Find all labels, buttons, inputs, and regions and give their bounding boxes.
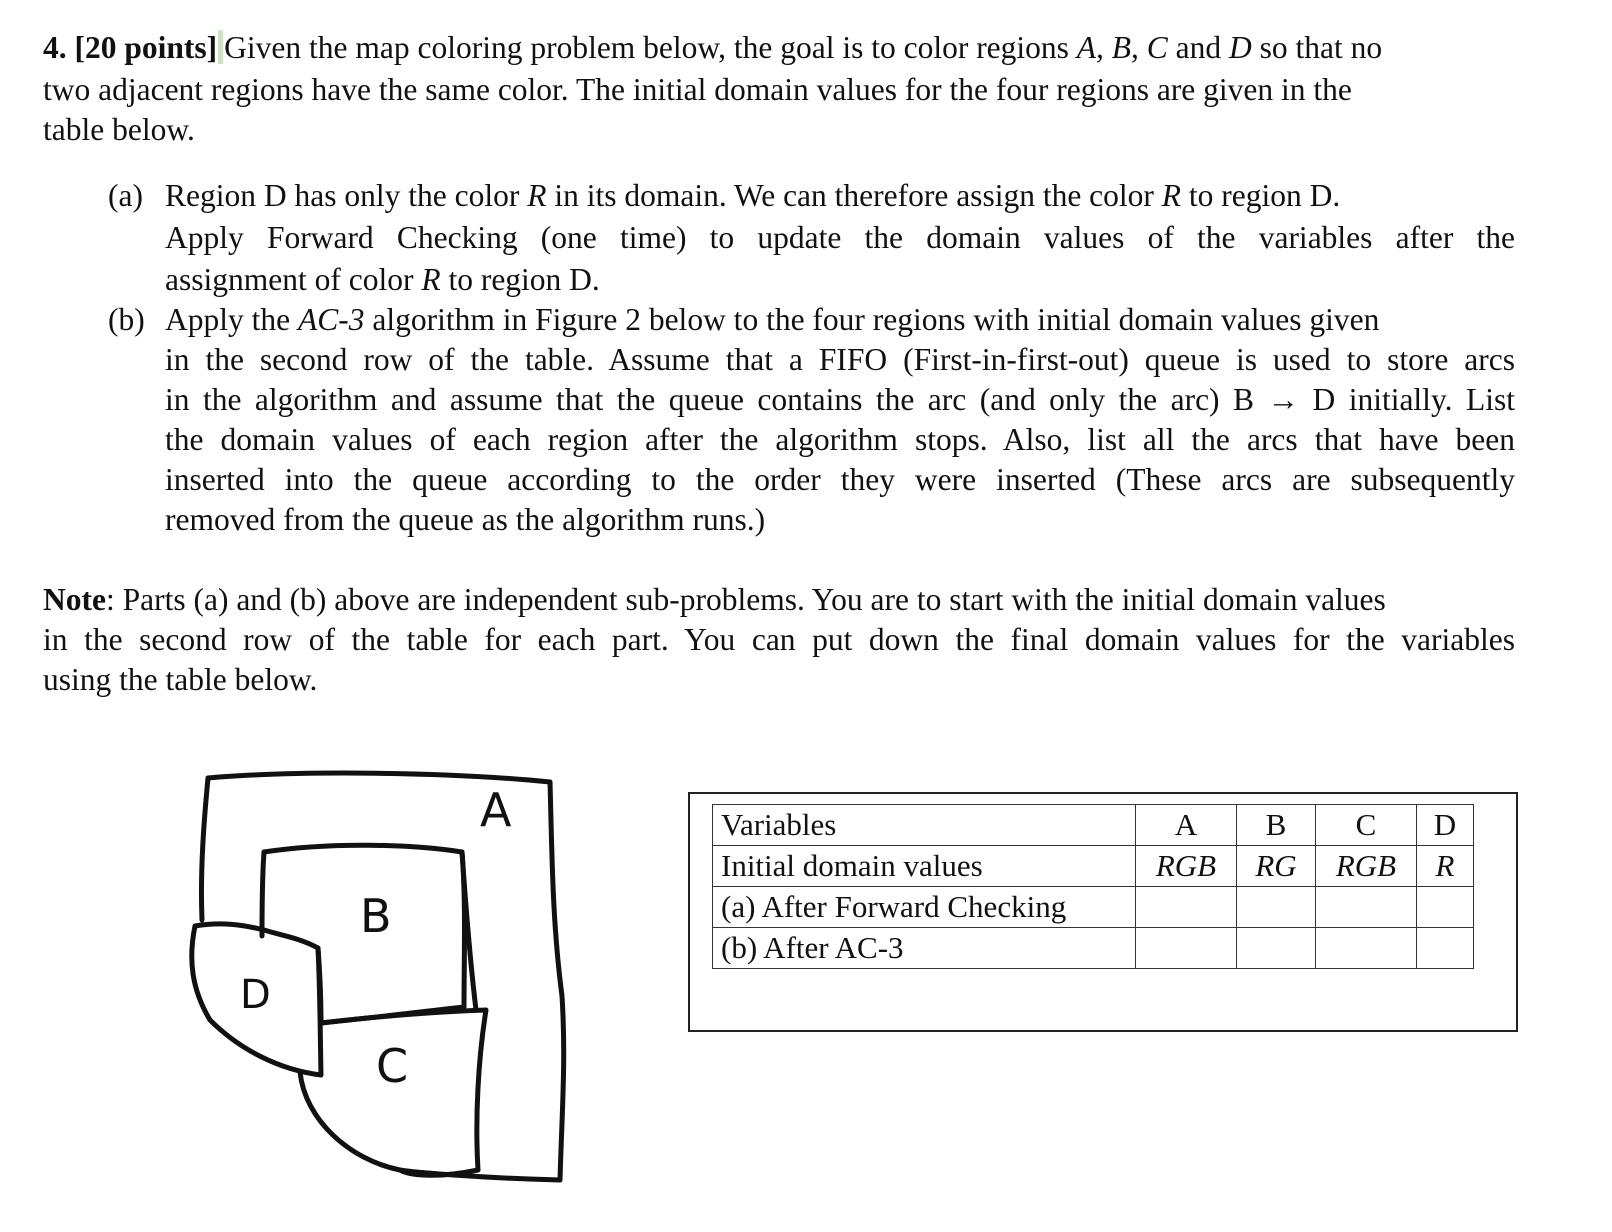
part-a-text: to region D.: [1181, 178, 1341, 213]
part-a-color-r: R: [421, 262, 441, 297]
region-a-left-edge: [201, 778, 208, 920]
part-a-text: to region D.: [440, 262, 600, 297]
intro-regions: A, B, C: [1076, 30, 1168, 65]
part-a-line-3: [165, 260, 600, 300]
note-line-2: in the second row of the table for each part. You can put down the final domain values for the variables: [43, 622, 1515, 657]
question-line-2: two adjacent regions have the same color. The initial domain values for the four regions are given in the: [43, 72, 1352, 107]
map-label-b: B: [360, 889, 392, 943]
map-label-d: D: [240, 972, 271, 1018]
part-a-color-r: R: [1161, 178, 1182, 213]
part-a-line-2: Apply Forward Checking (one time) to update the domain values of the variables after the: [165, 220, 1515, 255]
cell-b-value: RG: [1255, 848, 1297, 883]
question-line-1: [43, 28, 1382, 68]
part-b-label: (b): [108, 302, 145, 337]
region-b-left-edge: [262, 852, 264, 936]
map-label-c: C: [376, 1039, 409, 1093]
cell-a-value: RGB: [1155, 848, 1217, 883]
intro-text-a: Given the map coloring problem below, the goal is to color regions: [224, 30, 1077, 65]
part-b-algorithm: AC-3: [297, 302, 365, 337]
cell-b[interactable]: [1237, 928, 1316, 969]
part-b-text: Apply the: [165, 302, 298, 337]
cell-d-value: R: [1435, 848, 1455, 883]
part-a-text: assignment of color: [165, 262, 422, 297]
note-line-1: [43, 580, 1386, 620]
question-number: 4.: [43, 30, 67, 65]
header-b: B: [1237, 805, 1316, 846]
intro-text-c: so that no: [1251, 30, 1383, 65]
cell-b[interactable]: [1237, 887, 1316, 928]
part-a-color-r: R: [527, 178, 547, 213]
cell-c: [1316, 846, 1417, 887]
header-d: D: [1417, 805, 1474, 846]
cell-c-value: RGB: [1335, 848, 1397, 883]
header-variables: Variables: [713, 805, 1136, 846]
table-header-row: [713, 805, 1474, 846]
part-b-line-3: in the algorithm and assume that the queue contains the arc (and only the arc) B → D initially. List: [165, 382, 1515, 417]
map-label-a: A: [480, 783, 512, 837]
table-row: [713, 846, 1474, 887]
intro-text-b: and: [1167, 30, 1230, 65]
cell-c[interactable]: [1316, 928, 1417, 969]
part-b-line-5: inserted into the queue according to the order they were inserted (These arcs are subsequently: [165, 462, 1515, 497]
cell-d: [1417, 846, 1474, 887]
domain-table: [712, 804, 1474, 969]
note-label: Note: [43, 582, 106, 617]
part-b-line-2: in the second row of the table. Assume that a FIFO (First-in-first-out) queue is used to store arcs: [165, 342, 1515, 377]
part-b-line-1: [165, 300, 1379, 340]
row-label: (b) After AC-3: [713, 928, 1136, 969]
cell-a[interactable]: [1136, 887, 1237, 928]
table-row: [713, 928, 1474, 969]
part-b-text: algorithm in Figure 2 below to the four regions with initial domain values given: [364, 302, 1380, 337]
cell-c[interactable]: [1316, 887, 1417, 928]
cell-d[interactable]: [1417, 928, 1474, 969]
part-a-text: Region D has only the color: [165, 178, 528, 213]
note-text: : Parts (a) and (b) above are independent sub-problems. You are to start with the initial domain values: [105, 582, 1386, 617]
question-points: [20 points]: [74, 30, 218, 65]
part-a-line-1: [165, 176, 1340, 216]
part-b-line-6: removed from the queue as the algorithm runs.): [165, 502, 766, 537]
cell-d[interactable]: [1417, 887, 1474, 928]
part-a-label: (a): [108, 178, 143, 213]
row-label: Initial domain values: [713, 846, 1136, 887]
row-label: (a) After Forward Checking: [713, 887, 1136, 928]
cell-a: [1136, 846, 1237, 887]
table-row: [713, 887, 1474, 928]
map-drawing: [180, 760, 600, 1200]
text-cursor-highlight: [218, 30, 223, 64]
question-line-3: table below.: [43, 112, 195, 147]
header-a: A: [1136, 805, 1237, 846]
cell-a[interactable]: [1136, 928, 1237, 969]
header-c: C: [1316, 805, 1417, 846]
part-a-text: in its domain. We can therefore assign the color: [546, 178, 1162, 213]
note-line-3: using the table below.: [43, 662, 318, 697]
intro-region-d: D: [1229, 30, 1252, 65]
part-b-line-4: the domain values of each region after the algorithm stops. Also, list all the arcs that have been: [165, 422, 1515, 457]
cell-b: [1237, 846, 1316, 887]
